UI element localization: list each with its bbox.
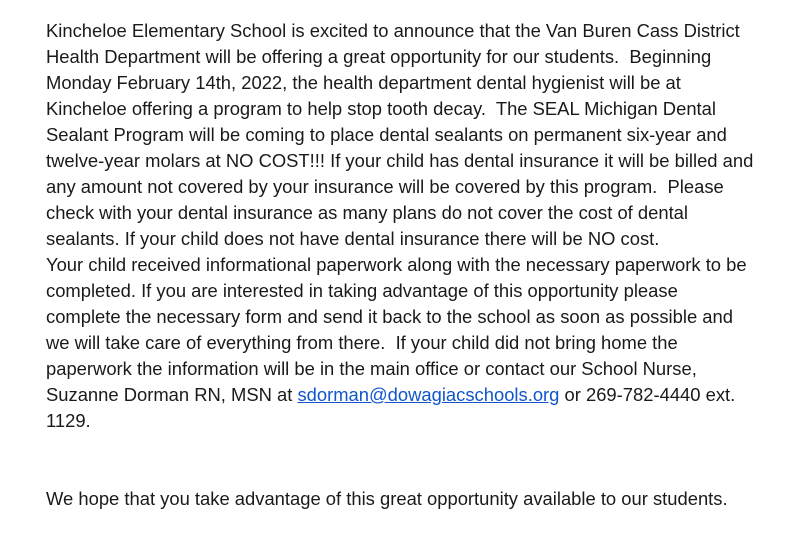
text-line: Kincheloe Elementary School is excited to announce that the Van Buren Cass District [46,20,740,41]
document-body [46,18,806,434]
contact-prefix: Suzanne Dorman RN, MSN at [46,384,298,405]
text-line: complete the necessary form and send it back to the school as soon as possible and [46,306,733,327]
text-line: any amount not covered by your insurance will be covered by this program. Please [46,176,724,197]
text-line: Sealant Program will be coming to place dental sealants on permanent six-year and [46,124,727,145]
paragraph-announcement [46,18,806,252]
text-line: check with your dental insurance as many plans do not cover the cost of dental [46,202,688,223]
closing-sentence: We hope that you take advantage of this great opportunity available to our students. [46,488,728,509]
contact-line [46,382,806,408]
text-line: Kincheloe offering a program to help stop tooth decay. The SEAL Michigan Dental [46,98,716,119]
text-line: Monday February 14th, 2022, the health department dental hygienist will be at [46,72,681,93]
text-line: Your child received informational paperwork along with the necessary paperwork to be [46,254,747,275]
text-line: twelve-year molars at NO COST!!! If your child has dental insurance it will be billed and [46,150,754,171]
text-line: completed. If you are interested in taking advantage of this opportunity please [46,280,678,301]
text-line: paperwork the information will be in the main office or contact our School Nurse, [46,358,697,379]
text-line: we will take care of everything from there. If your child did not bring home the [46,332,678,353]
text-line: sealants. If your child does not have dental insurance there will be NO cost. [46,228,660,249]
text-line: Health Department will be offering a great opportunity for our students. Beginning [46,46,712,67]
text-line: 1129. [46,410,91,431]
paragraph-instructions [46,252,806,434]
contact-suffix: or 269-782-4440 ext. [559,384,736,405]
nurse-email-link[interactable]: sdorman@dowagiacschools.org [297,384,560,405]
